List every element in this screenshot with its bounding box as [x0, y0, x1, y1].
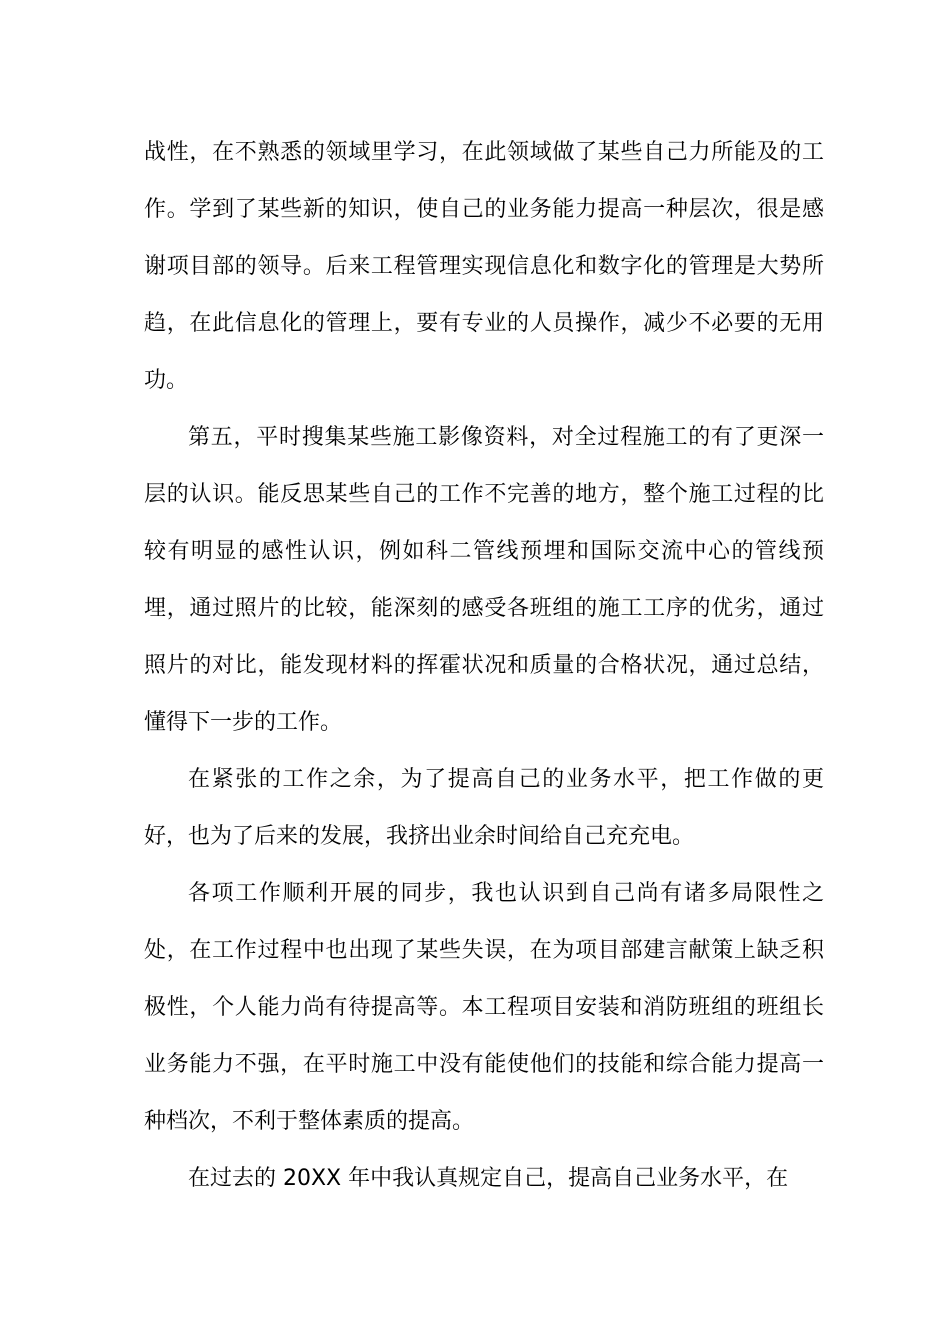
body-text — [144, 124, 824, 1207]
paragraph-3: 在紧张的工作之余，为了提高自己的业务水平，把工作做的更好，也为了后来的发展，我挤出业余时间给自己充充电。 — [144, 767, 824, 849]
paragraph-2: 第五，平时搜集某些施工影像资料，对全过程施工的有了更深一层的认识。能反思某些自己的工作不完善的地方，整个施工过程的比较有明显的感性认识，例如科二管线预埋和国际交流中心的管线预埋，通过照片的比较，能深刻的感受各班组的施工工序的优劣，通过照片的对比，能发现材料的挥霍状况和质量的合格状况，通过总结，懂得下一步的工作。 — [144, 425, 824, 735]
paragraph-5: 在过去的 20XX 年中我认真规定自己，提高自己业务水平，在 — [188, 1166, 789, 1191]
paragraph-4: 各项工作顺利开展的同步，我也认识到自己尚有诸多局限性之处，在工作过程中也出现了某些失误，在为项目部建言献策上缺乏积极性，个人能力尚有待提高等。本工程项目安装和消防班组的班组长业务能力不强，在平时施工中没有能使他们的技能和综合能力提高一种档次，不利于整体素质的提高。 — [144, 881, 824, 1134]
paragraph-1: 战性，在不熟悉的领域里学习，在此领域做了某些自己力所能及的工作。学到了某些新的知识，使自己的业务能力提高一种层次，很是感谢项目部的领导。后来工程管理实现信息化和数字化的管理是大势所趋，在此信息化的管理上，要有专业的人员操作，减少不必要的无用功。 — [144, 140, 824, 393]
